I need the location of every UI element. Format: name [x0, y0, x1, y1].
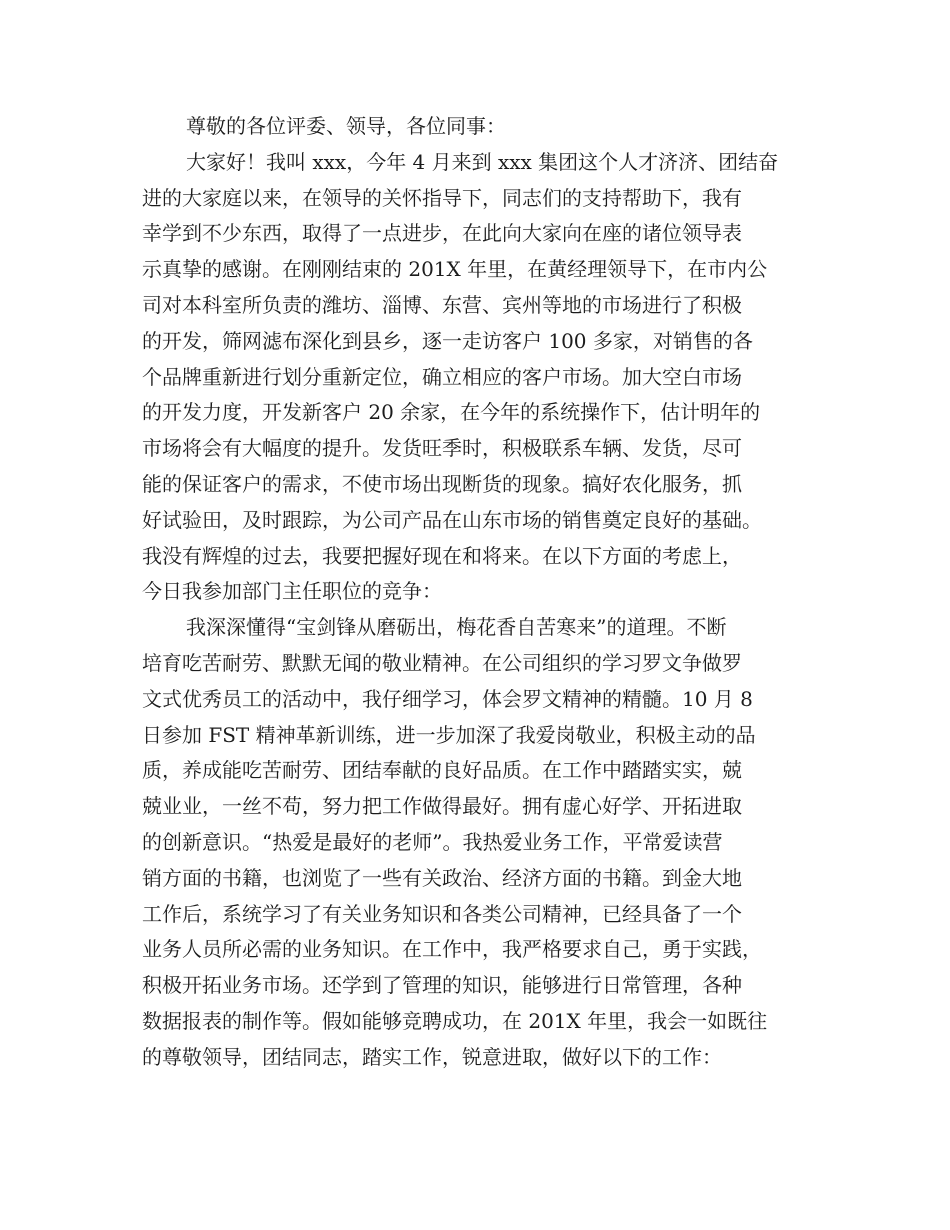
- paragraph-line: 示真挚的感谢。在刚刚结束的 201X 年里，在黄经理领导下，在市内公: [142, 257, 768, 282]
- paragraph-line: 的尊敬领导，团结同志，踏实工作，锐意进取，做好以下的工作：: [142, 1044, 722, 1069]
- paragraph-line: 我深深懂得“宝剑锋从磨砺出，梅花香自苦寒来”的道理。不断: [186, 615, 727, 640]
- paragraph-line: 幸学到不少东西，取得了一点进步，在此向大家向在座的诸位领导表: [142, 221, 742, 246]
- document-body: [142, 109, 812, 1076]
- paragraph-line: 培育吃苦耐劳、默默无闻的敬业精神。在公司组织的学习罗文争做罗: [142, 650, 742, 675]
- paragraph-line: 兢业业，一丝不苟，努力把工作做得最好。拥有虚心好学、开拓进取: [142, 794, 742, 819]
- paragraph-line: 进的大家庭以来，在领导的关怀指导下，同志们的支持帮助下，我有: [142, 185, 742, 210]
- paragraph-line: 销方面的书籍，也浏览了一些有关政治、经济方面的书籍。到金大地: [142, 865, 742, 890]
- paragraph-line: 文式优秀员工的活动中，我仔细学习，体会罗文精神的精髓。10 月 8: [142, 686, 753, 711]
- salutation-line: 尊敬的各位评委、领导，各位同事：: [186, 114, 506, 138]
- paragraph-line: 我没有辉煌的过去，我要把握好现在和将来。在以下方面的考虑上，: [142, 543, 742, 568]
- paragraph-line: 数据报表的制作等。假如能够竞聘成功，在 201X 年里，我会一如既往: [142, 1008, 768, 1033]
- paragraph-line: 积极开拓业务市场。还学到了管理的知识，能够进行日常管理，各种: [142, 973, 742, 998]
- paragraph-line: 司对本科室所负责的潍坊、淄博、东营、宾州等地的市场进行了积极: [142, 292, 742, 317]
- paragraph-line: 个品牌重新进行划分重新定位，确立相应的客户市场。加大空白市场: [142, 364, 742, 389]
- paragraph-line: 市场将会有大幅度的提升。发货旺季时，积极联系车辆、发货，尽可: [142, 436, 742, 461]
- paragraph-line: 业务人员所必需的业务知识。在工作中，我严格要求自己，勇于实践，: [142, 937, 762, 962]
- paragraph-line: 今日我参加部门主任职位的竞争：: [142, 579, 442, 604]
- paragraph-line: 的创新意识。“热爱是最好的老师”。我热爱业务工作，平常爱读营: [142, 829, 723, 854]
- paragraph-line: 能的保证客户的需求，不使市场出现断货的现象。搞好农化服务，抓: [142, 471, 742, 496]
- paragraph-line: 日参加 FST 精神革新训练，进一步加深了我爱岗敬业，积极主动的品: [142, 722, 756, 747]
- paragraph-line: 的开发，筛网滤布深化到县乡，逐一走访客户 100 多家，对销售的各: [142, 328, 753, 353]
- paragraph-line: 工作后，系统学习了有关业务知识和各类公司精神，已经具备了一个: [142, 901, 742, 926]
- paragraph-line: 的开发力度，开发新客户 20 余家，在今年的系统操作下，估计明年的: [142, 400, 761, 425]
- paragraph-line: 好试验田，及时跟踪，为公司产品在山东市场的销售奠定良好的基础。: [142, 507, 762, 532]
- paragraph-line: 质，养成能吃苦耐劳、团结奉献的良好品质。在工作中踏踏实实，兢: [142, 758, 742, 783]
- paragraph-line: 大家好！我叫 xxx，今年 4 月来到 xxx 集团这个人才济济、团结奋: [186, 149, 779, 174]
